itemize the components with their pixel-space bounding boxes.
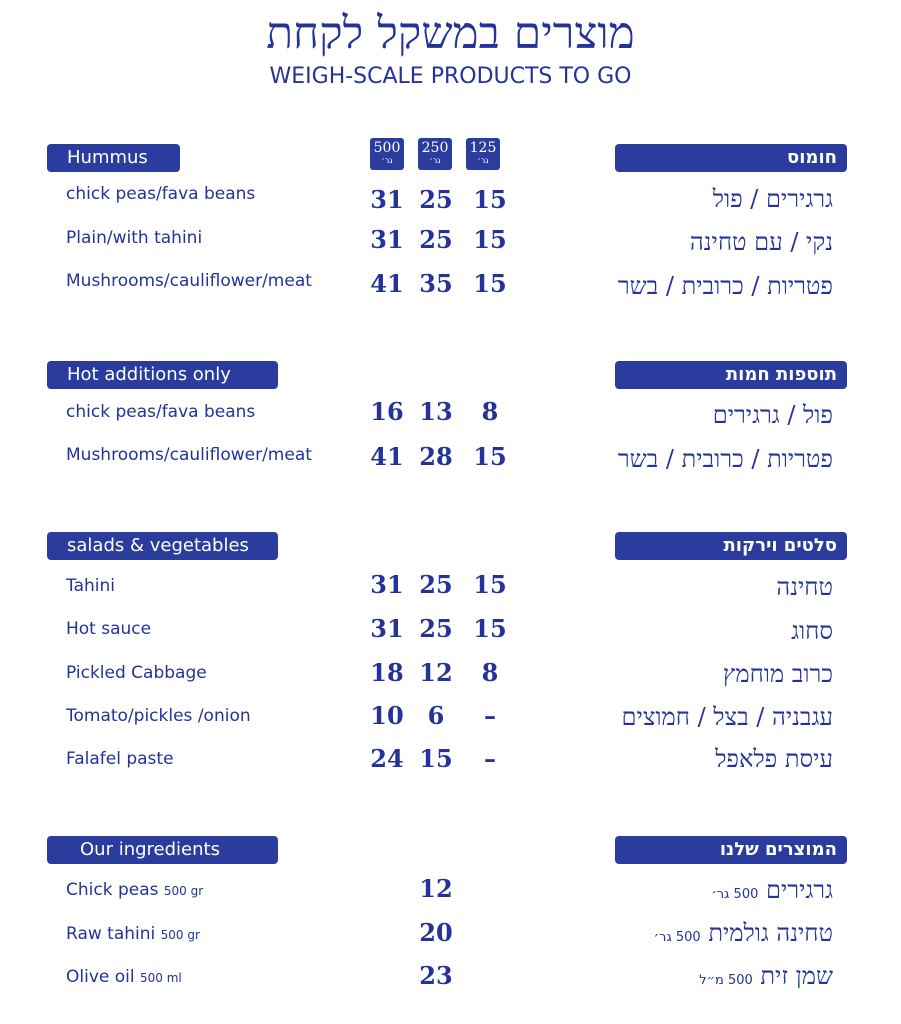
price-500g: 16 bbox=[370, 397, 404, 426]
section-title-salads-en: salads & vegetables bbox=[47, 532, 278, 560]
price-250g: 28 bbox=[419, 442, 453, 471]
price-500g: 10 bbox=[370, 701, 404, 730]
item-name-en: Falafel paste bbox=[66, 749, 174, 769]
price-125g: 15 bbox=[473, 442, 507, 471]
price-250g: 12 bbox=[419, 658, 453, 687]
size-value: 500 bbox=[373, 140, 401, 156]
section-title-hummus-en: Hummus bbox=[47, 144, 180, 172]
item-name-he: שמן זית bbox=[760, 962, 833, 990]
price-125g: – bbox=[484, 744, 496, 773]
section-title-salads-he: סלטים וירקות bbox=[615, 532, 847, 560]
price-125g: 8 bbox=[481, 397, 499, 426]
item-size-he: 500 גר׳ bbox=[711, 887, 759, 902]
price-250g: 25 bbox=[419, 614, 453, 643]
item-name-en: Tahini bbox=[66, 576, 115, 596]
item-name-he: פטריות / כרובית / בשר bbox=[617, 272, 833, 300]
price-500g: 18 bbox=[370, 658, 404, 687]
item-name-en: chick peas/fava beans bbox=[66, 184, 256, 204]
size-badge-250g bbox=[418, 138, 452, 170]
ingredient-row-en bbox=[66, 965, 182, 990]
price: 23 bbox=[419, 961, 453, 990]
item-name-en: Olive oil bbox=[66, 967, 135, 987]
item-size-en: 500 ml bbox=[140, 971, 182, 985]
item-name-en: Hot sauce bbox=[66, 619, 152, 639]
size-badge-500g bbox=[370, 138, 404, 170]
size-unit: גר׳ bbox=[477, 156, 489, 165]
price-250g: 35 bbox=[419, 269, 453, 298]
ingredient-row-en bbox=[66, 878, 203, 903]
price-250g: 13 bbox=[419, 397, 453, 426]
item-name-he: עגבניה / בצל / חמוצים bbox=[621, 703, 833, 731]
price-250g: 25 bbox=[419, 225, 453, 254]
item-name-en: Mushrooms/cauliflower/meat bbox=[66, 445, 312, 465]
ingredient-row-he bbox=[711, 875, 833, 910]
item-name-he: גרגירים / פול bbox=[712, 185, 833, 213]
price-125g: 8 bbox=[481, 658, 499, 687]
section-title-hot-additions-en: Hot additions only bbox=[47, 361, 278, 389]
item-name-he: טחינה bbox=[776, 573, 833, 601]
page-title-english: WEIGH-SCALE PRODUCTS TO GO bbox=[269, 64, 632, 89]
price-125g: 15 bbox=[473, 225, 507, 254]
item-name-he: טחינה גולמית bbox=[708, 919, 833, 947]
size-value: 125 bbox=[469, 140, 497, 156]
price-500g: 31 bbox=[370, 225, 404, 254]
item-name-en: Mushrooms/cauliflower/meat bbox=[66, 271, 312, 291]
item-name-en: Chick peas bbox=[66, 880, 159, 900]
item-name-en: chick peas/fava beans bbox=[66, 402, 256, 422]
price-125g: 15 bbox=[473, 614, 507, 643]
price-125g: 15 bbox=[473, 269, 507, 298]
ingredient-row-en bbox=[66, 922, 200, 947]
size-unit: גר׳ bbox=[381, 156, 393, 165]
price-250g: 25 bbox=[419, 570, 453, 599]
size-unit: גר׳ bbox=[429, 156, 441, 165]
page-title-hebrew: מוצרים במשקל לקחת bbox=[266, 8, 635, 59]
item-size-he: 500 גר׳ bbox=[653, 930, 701, 945]
item-name-he: סחוג bbox=[791, 617, 833, 645]
item-size-he: 500 מ״ל bbox=[699, 973, 753, 988]
price-500g: 41 bbox=[370, 269, 404, 298]
section-title-hummus-he: חומוס bbox=[615, 144, 847, 172]
item-name-en: Plain/with tahini bbox=[66, 228, 203, 248]
section-title-hot-additions-he: תוספות חמות bbox=[615, 361, 847, 389]
price-125g: – bbox=[484, 701, 496, 730]
ingredient-row-he bbox=[699, 961, 833, 996]
item-size-en: 500 gr bbox=[163, 884, 204, 898]
size-value: 250 bbox=[421, 140, 449, 156]
item-name-he: עיסת פלאפל bbox=[715, 745, 833, 773]
price-500g: 31 bbox=[370, 185, 404, 214]
item-name-en: Pickled Cabbage bbox=[66, 663, 207, 683]
item-name-he: גרגירים bbox=[766, 876, 833, 904]
ingredient-row-he bbox=[654, 918, 833, 953]
item-name-he: כרוב מוחמץ bbox=[722, 660, 833, 688]
price-500g: 41 bbox=[370, 442, 404, 471]
item-size-en: 500 gr bbox=[160, 928, 200, 942]
item-name-en: Raw tahini bbox=[66, 924, 156, 944]
price-500g: 24 bbox=[370, 744, 404, 773]
item-name-he: נקי / עם טחינה bbox=[689, 228, 833, 256]
price-125g: 15 bbox=[473, 185, 507, 214]
item-name-he: פול / גרגירים bbox=[712, 401, 833, 429]
price: 12 bbox=[419, 874, 453, 903]
price-250g: 25 bbox=[419, 185, 453, 214]
section-title-ingredients-he: המוצרים שלנו bbox=[615, 836, 847, 864]
item-name-en: Tomato/pickles /onion bbox=[66, 706, 251, 726]
price-500g: 31 bbox=[370, 570, 404, 599]
item-name-he: פטריות / כרובית / בשר bbox=[617, 445, 833, 473]
price-500g: 31 bbox=[370, 614, 404, 643]
price-125g: 15 bbox=[473, 570, 507, 599]
price-250g: 15 bbox=[419, 744, 453, 773]
price-250g: 6 bbox=[427, 701, 445, 730]
section-title-ingredients-en: Our ingredients bbox=[47, 836, 278, 864]
size-badge-125g bbox=[466, 138, 500, 170]
price: 20 bbox=[419, 918, 453, 947]
